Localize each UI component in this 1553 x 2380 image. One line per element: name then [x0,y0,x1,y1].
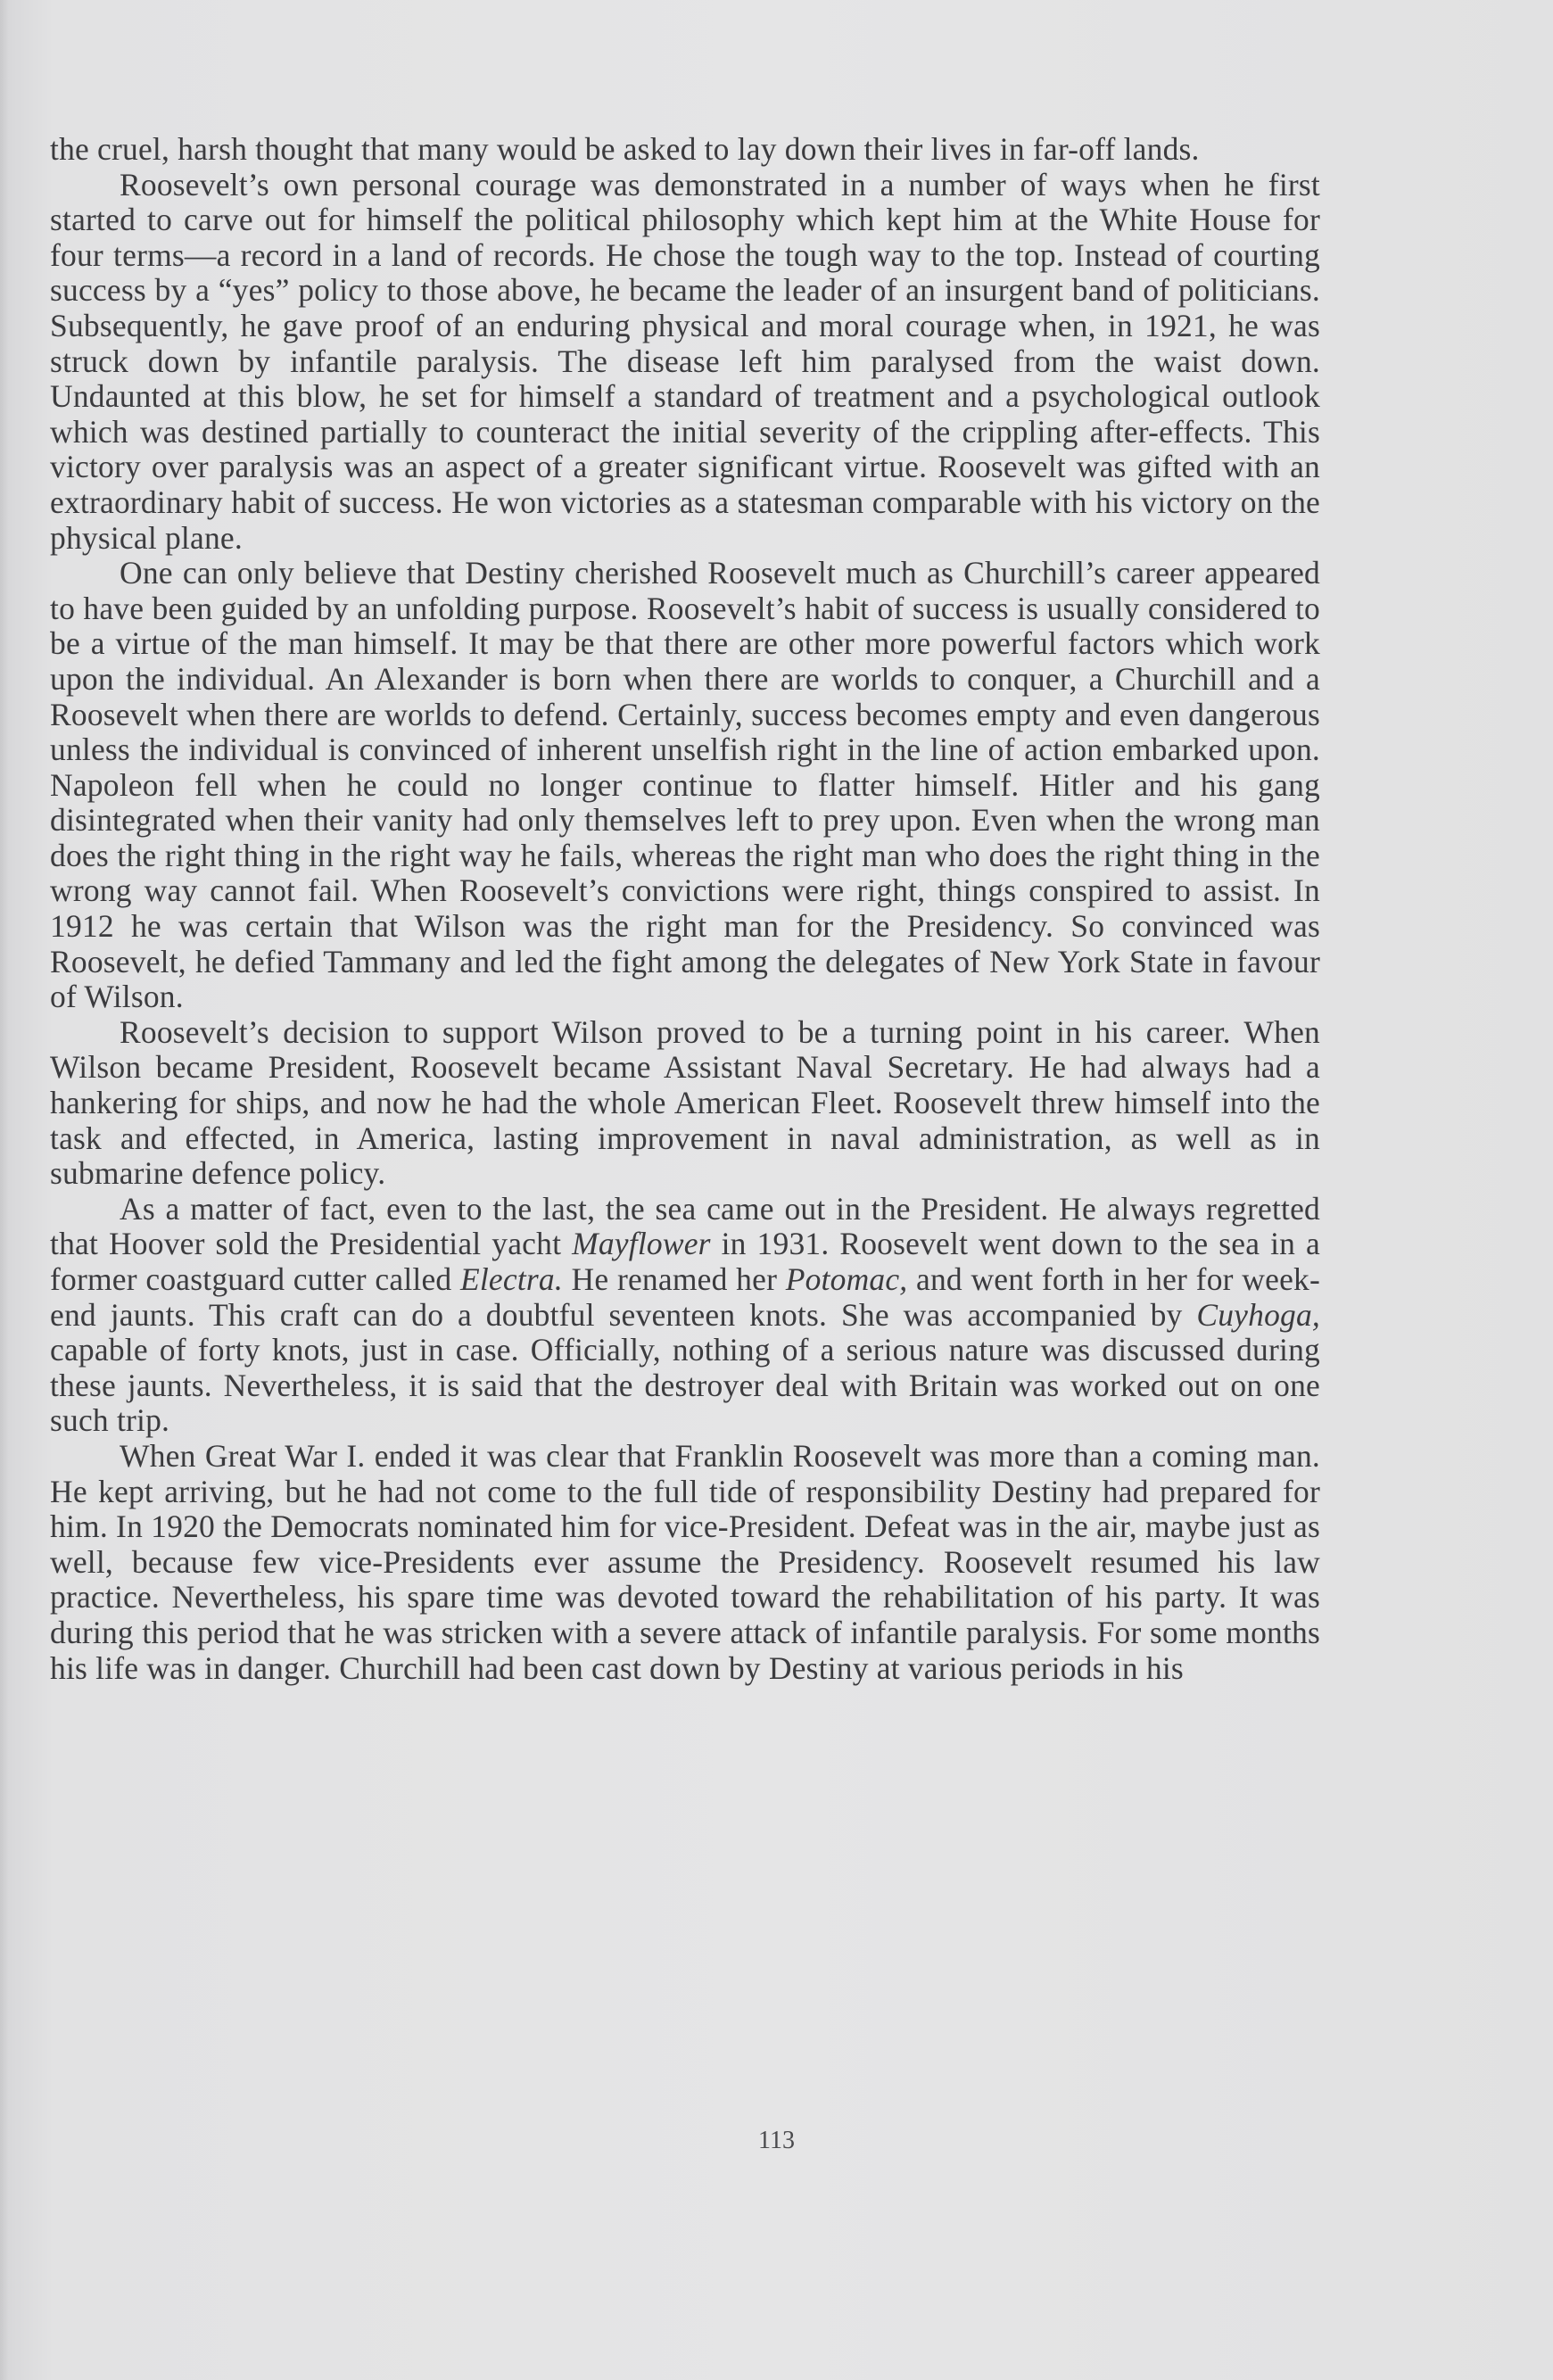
paragraph-1: the cruel, harsh thought that many would be asked to lay down their lives in far-off lands. [50,131,1200,167]
paragraph-2: Roosevelt’s own personal courage was demonstrated in a number of ways when he first started to carve out for himself the political philosophy which kept him at the White House for four terms—a record in a land of records. He chose the tough way to the top. Instead of courting success by a “yes” policy to those above, he became the leader of an insurgent band of politicians. Subsequently, he gave proof of an enduring physical and moral courage when, in 1921, he was struck down by infantile paralysis. The disease left him paralysed from the waist down. Undaunted at this blow, he set for himself a standard of treatment and a psychological outlook which was destined partially to counteract the initial severity of the crippling after-effects. This victory over paralysis was an aspect of a greater significant virtue. Roosevelt was gifted with an extraordinary habit of success. He won victories as a statesman comparable with his victory on the physical plane. [50,166,1320,556]
paragraph-4: Roosevelt’s decision to support Wilson proved to be a turning point in his career. When Wilson became President, Roosevelt became Assistant Naval Secretary. He had always had a hankering for ships, and now he had the whole American Fleet. Roosevelt threw himself into the task and effected, in America, lasting improvement in naval administration, as well as in submarine defence policy. [50,1013,1320,1192]
paragraph-5: As a matter of fact, even to the last, the sea came out in the President. He always regretted that Hoover sold the Presidential yacht Mayflower in 1931. Roosevelt went down to the sea in a former coastguard cutter called Electra. He renamed her Potomac, and went forth in her for week-end jaunts. This craft can do a doubtful seventeen knots. She was accompanied by Cuyhoga, capable of forty knots, just in case. Officially, nothing of a serious nature was discussed during these jaunts. Nevertheless, it is said that the destroyer deal with Britain was worked out on one such trip. [50,1190,1320,1439]
body-text [50,132,1320,1686]
page-number: 113 [758,2127,795,2154]
paragraph-6: When Great War I. ended it was clear that Franklin Roosevelt was more than a coming man. He kept arriving, but he had not come to the full tide of responsibility Destiny had prepared for him. In 1920 the Democrats nominated him for vice-President. Defeat was in the air, maybe just as well, because few vice-Presidents ever assume the Presidency. Roosevelt resumed his law practice. Nevertheless, his spare time was devoted toward the rehabilitation of his party. It was during this period that he was stricken with a severe attack of infantile paralysis. For some months his life was in danger. Churchill had been cast down by Destiny at various periods in his [50,1437,1320,1686]
paragraph-3: One can only believe that Destiny cherished Roosevelt much as Churchill’s career appeared to have been guided by an unfolding purpose. Roosevelt’s habit of success is usually considered to be a virtue of the man himself. It may be that there are other more powerful factors which work upon the individual. An Alexander is born when there are worlds to conquer, a Churchill and a Roosevelt when there are worlds to defend. Certainly, success becomes empty and even dangerous unless the individual is convinced of inherent unselfish right in the line of action embarked upon. Napoleon fell when he could no longer continue to flatter himself. Hitler and his gang disintegrated when their vanity had only themselves left to prey upon. Even when the wrong man does the right thing in the right way he fails, whereas the right man who does the right thing in the wrong way cannot fail. When Roosevelt’s convictions were right, things conspired to assist. In 1912 he was certain that Wilson was the right man for the Presidency. So convinced was Roosevelt, he defied Tammany and led the fight among the delegates of New York State in favour of Wilson. [50,555,1320,1015]
